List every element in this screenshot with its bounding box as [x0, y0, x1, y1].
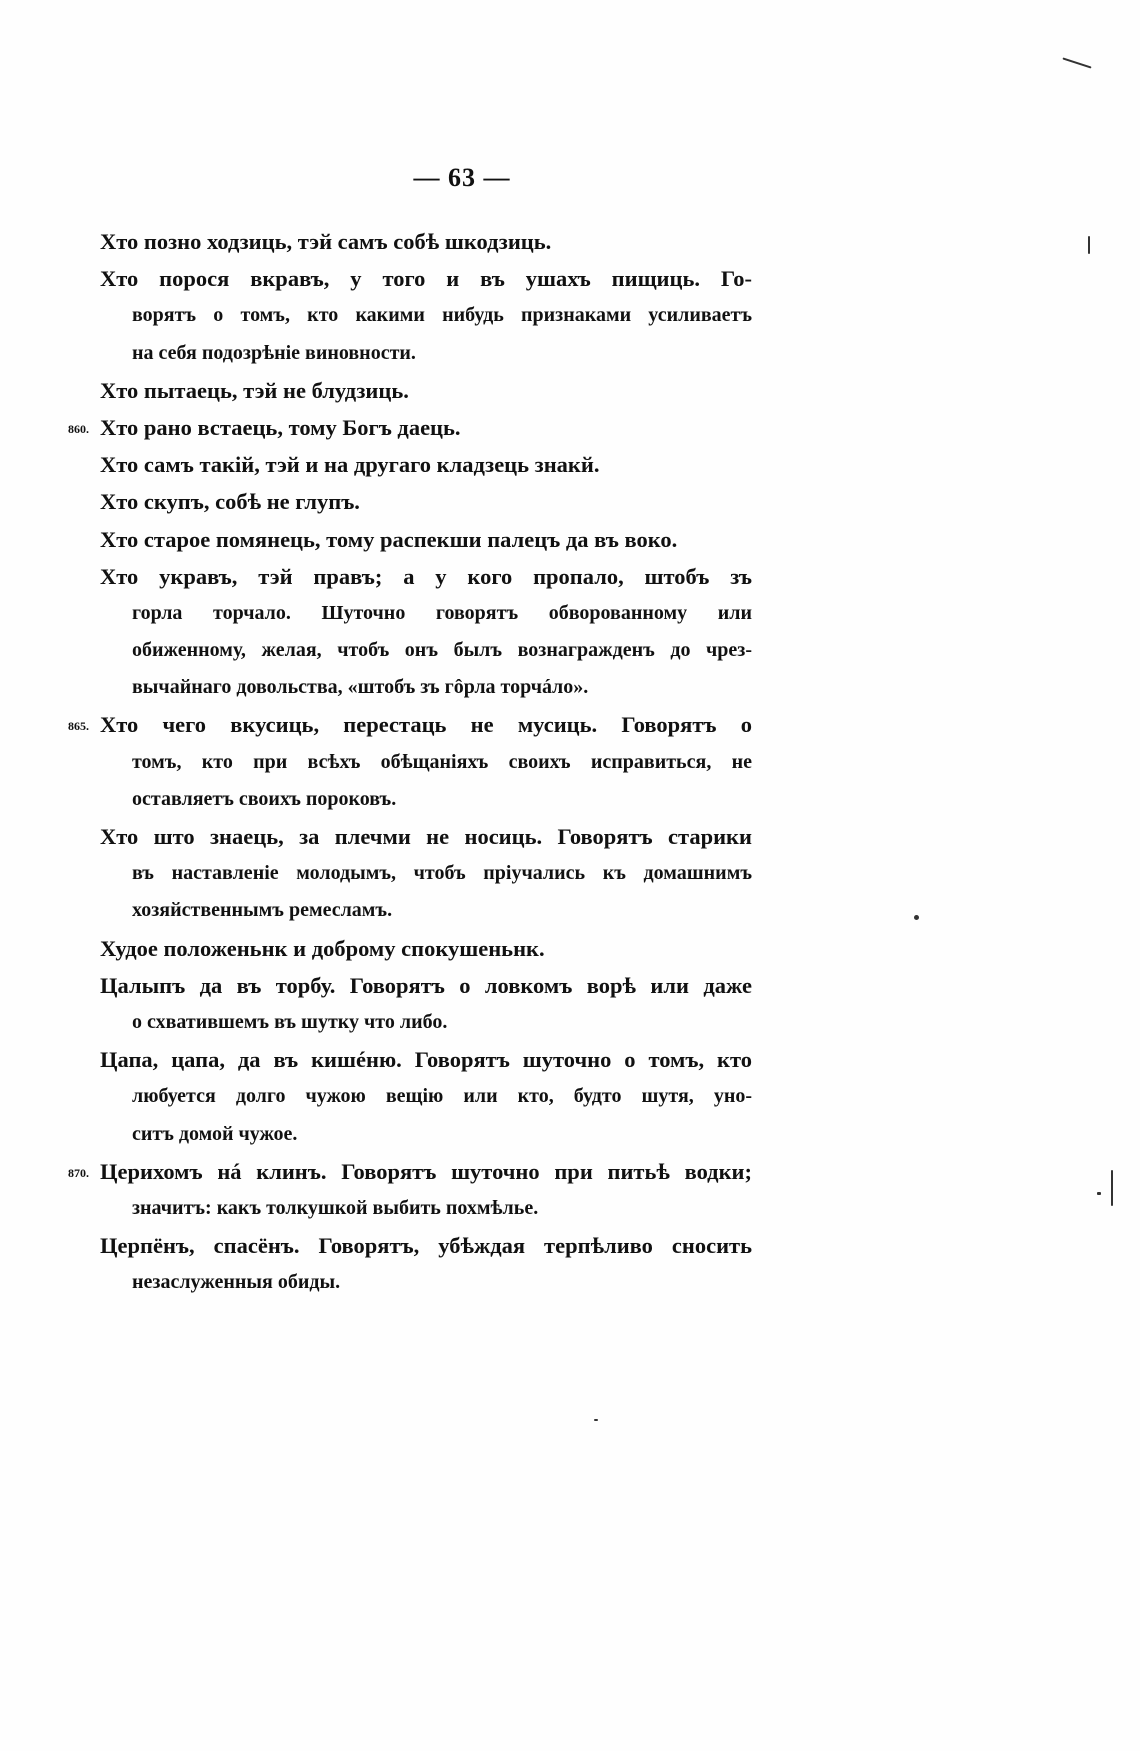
proverb-entry	[100, 372, 752, 409]
commentary-line: оставляетъ своихъ пороковъ.	[132, 787, 397, 810]
proverb-entry	[100, 818, 752, 930]
proverb-line: Хто пытаець, тэй не блудзиць.	[100, 377, 409, 403]
verse-number: 860.	[68, 421, 89, 436]
commentary-line: вычайнаго довольства, «штобъ зъ гôрла торчáло».	[132, 676, 589, 699]
scan-artifact	[1097, 1192, 1101, 1195]
commentary-line: томъ, кто при всѣхъ обѣщаніяхъ своихъ исправиться, не	[132, 750, 752, 773]
scan-artifact	[1088, 236, 1090, 254]
proverb-line: Хто старое помянець, тому распекши палецъ да въ воко.	[100, 526, 678, 552]
proverb-entry	[100, 521, 752, 558]
proverb-line: Хто укравъ, тэй правъ; а у кого пропало, штобъ зъ	[100, 563, 752, 589]
scan-artifact	[1111, 1170, 1113, 1206]
proverb-line: Хто што знаець, за плечми не носиць. Говорятъ старики	[100, 824, 752, 849]
proverb-entry	[100, 1041, 752, 1153]
commentary-line: горла торчало. Шуточно говорятъ обворованному или	[132, 601, 752, 624]
proverb-entry	[100, 1227, 752, 1301]
verse-number: 870.	[68, 1165, 89, 1180]
scan-artifact	[914, 915, 919, 920]
proverb-entry	[100, 223, 752, 260]
proverb-entry	[100, 967, 752, 1041]
proverb-line: Хто чего вкусиць, перестаць не мусиць. Говорятъ о	[100, 712, 752, 738]
commentary-line: ворятъ о томъ, кто какими нибудь признаками усиливаетъ	[132, 304, 752, 327]
page-number: — 63 —	[413, 163, 511, 192]
scan-artifact	[594, 1419, 598, 1421]
commentary-line: значитъ: какъ толкушкой выбить похмѣлье.	[132, 1196, 539, 1219]
proverb-line: Худое положеньнк и доброму спокушеньнк.	[100, 935, 545, 961]
proverb-entry	[68, 409, 752, 446]
proverb-entry	[100, 260, 752, 372]
proverb-line: Хто позно ходзиць, тэй самъ собѣ шкодзиць.	[100, 229, 552, 254]
proverb-line: Хто самъ такій, тэй и на другаго кладзець знакй.	[100, 452, 600, 478]
scan-artifact	[1062, 57, 1091, 68]
proverb-line: Цапа, цапа, да въ кишéню. Говорятъ шуточно о томъ, кто	[100, 1047, 752, 1073]
proverb-entry	[68, 1153, 752, 1227]
proverb-list	[68, 223, 752, 1301]
commentary-line: въ наставленіе молодымъ, чтобъ пріучались къ домашнимъ	[132, 862, 752, 885]
proverb-entry	[68, 706, 752, 818]
commentary-line: хозяйственнымъ ремесламъ.	[132, 899, 393, 922]
proverb-entry	[100, 446, 752, 483]
proverb-line: Цалыпъ да въ торбу. Говорятъ о ловкомъ ворѣ или даже	[100, 972, 752, 998]
commentary-line: незаслуженныя обиды.	[132, 1271, 341, 1294]
proverb-entry	[100, 558, 752, 707]
commentary-line: на себя подозрѣніе виновности.	[132, 341, 416, 364]
proverb-line: Церихомъ нá клинъ. Говорятъ шуточно при питьѣ водки;	[100, 1158, 752, 1184]
proverb-line: Церпёнъ, спасёнъ. Говорятъ, убѣждая терпѣливо сносить	[100, 1233, 752, 1259]
verse-number: 865.	[68, 719, 89, 734]
commentary-line: ситъ домой чужое.	[132, 1122, 298, 1145]
commentary-line: о схватившемъ въ шутку что либо.	[132, 1010, 448, 1033]
proverb-line: Хто порося вкравъ, у того и въ ушахъ пищиць. Го-	[100, 266, 752, 292]
commentary-line: любуется долго чужою вещію или кто, будто шутя, уно-	[132, 1085, 752, 1108]
proverb-line: Хто рано встаець, тому Богъ даець.	[100, 414, 461, 440]
commentary-line: обиженному, желая, чтобъ онъ былъ вознагражденъ до чрез-	[132, 639, 752, 662]
proverb-entry	[100, 483, 752, 520]
proverb-line: Хто скупъ, собѣ не глупъ.	[100, 489, 360, 515]
proverb-entry	[100, 930, 752, 967]
